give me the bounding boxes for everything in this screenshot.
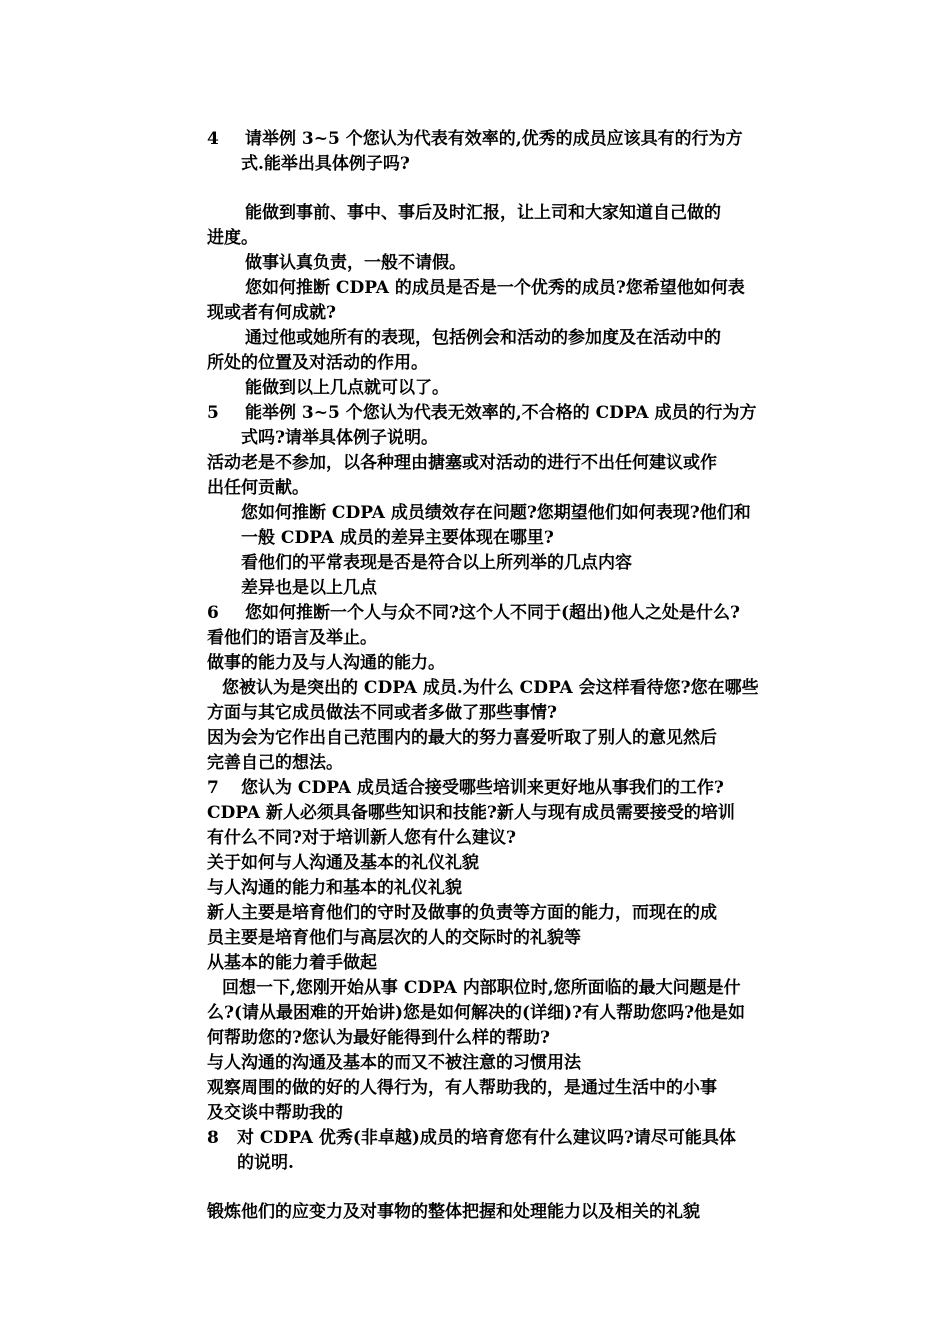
question-line: 您被认为是突出的 CDPA 成员.为什么 CDPA 会这样看待您?您在哪些 <box>222 678 759 698</box>
question-8-line-1: 8 对 CDPA 优秀(非卓越)成员的培育您有什么建议吗?请尽可能具体 <box>207 1126 736 1151</box>
question-line: 有什么不同?对于培训新人您有什么建议? <box>207 828 516 848</box>
question-5-line-2: 式吗?请举具体例子说明。 <box>241 428 438 448</box>
question-number: 4 <box>207 129 219 149</box>
answer-line: 活动老是不参加，以各种理由搪塞或对活动的进行不出任何建议或作 <box>207 453 717 473</box>
question-number: 5 <box>207 403 219 423</box>
answer-line: 新人主要是培育他们的守时及做事的负责等方面的能力，而现在的成 <box>207 903 717 923</box>
question-number: 7 <box>207 778 219 798</box>
question-number: 8 <box>207 1128 219 1148</box>
answer-line: 出任何贡献。 <box>207 478 309 498</box>
answer-line: 看他们的语言及举止。 <box>207 628 377 648</box>
question-line: 方面与其它成员做法不同或者多做了那些事情? <box>207 703 557 723</box>
question-6-line-1: 6 您如何推断一个人与众不同?这个人不同于(超出)他人之处是什么? <box>207 601 740 626</box>
question-number: 6 <box>207 603 219 623</box>
question-line: CDPA 新人必须具备哪些知识和技能?新人与现有成员需要接受的培训 <box>207 803 735 823</box>
answer-line: 及交谈中帮助我的 <box>207 1103 343 1123</box>
answer-line: 完善自己的想法。 <box>207 753 343 773</box>
answer-line: 所处的位置及对活动的作用。 <box>207 353 428 373</box>
answer-line: 能做到事前、事中、事后及时汇报，让上司和大家知道自己做的 <box>245 203 721 223</box>
question-4-line-2: 式.能举出具体例子吗? <box>241 154 410 174</box>
question-7-line-1: 7 您认为 CDPA 成员适合接受哪些培训来更好地从事我们的工作? <box>207 776 724 801</box>
answer-line: 员主要是培育他们与高层次的人的交际时的礼貌等 <box>207 928 581 948</box>
question-line: 何帮助您的?您认为最好能得到什么样的帮助? <box>207 1028 550 1048</box>
question-line: 一般 CDPA 成员的差异主要体现在哪里? <box>241 528 554 548</box>
question-line: 您如何推断 CDPA 成员绩效存在问题?您期望他们如何表现?他们和 <box>241 503 751 523</box>
answer-line: 与人沟通的沟通及基本的而又不被注意的习惯用法 <box>207 1053 581 1073</box>
answer-line: 因为会为它作出自己范围内的最大的努力喜爱听取了别人的意见然后 <box>207 728 717 748</box>
answer-line: 做事认真负责，一般不请假。 <box>245 253 466 273</box>
question-line: 现或者有何成就? <box>207 303 336 323</box>
answer-line: 能做到以上几点就可以了。 <box>245 378 449 398</box>
answer-line: 差异也是以上几点 <box>241 578 377 598</box>
answer-line: 观察周围的做的好的人得行为，有人帮助我的，是通过生活中的小事 <box>207 1078 717 1098</box>
question-line: 您如何推断 CDPA 的成员是否是一个优秀的成员?您希望他如何表 <box>245 278 745 298</box>
question-5-line-1: 5 能举例 3~5 个您认为代表无效率的,不合格的 CDPA 成员的行为方 <box>207 401 757 426</box>
question-4-line-1: 4 请举例 3~5 个您认为代表有效率的,优秀的成员应该具有的行为方 <box>207 127 743 152</box>
answer-line: 进度。 <box>207 228 258 248</box>
question-line: 么?(请从最困难的开始讲)您是如何解决的(详细)?有人帮助您吗?他是如 <box>207 1003 746 1023</box>
question-8-line-2: 的说明. <box>237 1153 294 1173</box>
answer-line: 看他们的平常表现是否是符合以上所列举的几点内容 <box>241 553 632 573</box>
answer-line: 关于如何与人沟通及基本的礼仪礼貌 <box>207 853 479 873</box>
answer-line: 从基本的能力着手做起 <box>207 953 377 973</box>
question-line: 回想一下,您刚开始从事 CDPA 内部职位时,您所面临的最大问题是什 <box>222 978 741 998</box>
answer-line: 通过他或她所有的表现，包括例会和活动的参加度及在活动中的 <box>245 328 721 348</box>
answer-line: 锻炼他们的应变力及对事物的整体把握和处理能力以及相关的礼貌 <box>207 1202 700 1222</box>
answer-line: 与人沟通的能力和基本的礼仪礼貌 <box>207 878 462 898</box>
answer-line: 做事的能力及与人沟通的能力。 <box>207 653 445 673</box>
